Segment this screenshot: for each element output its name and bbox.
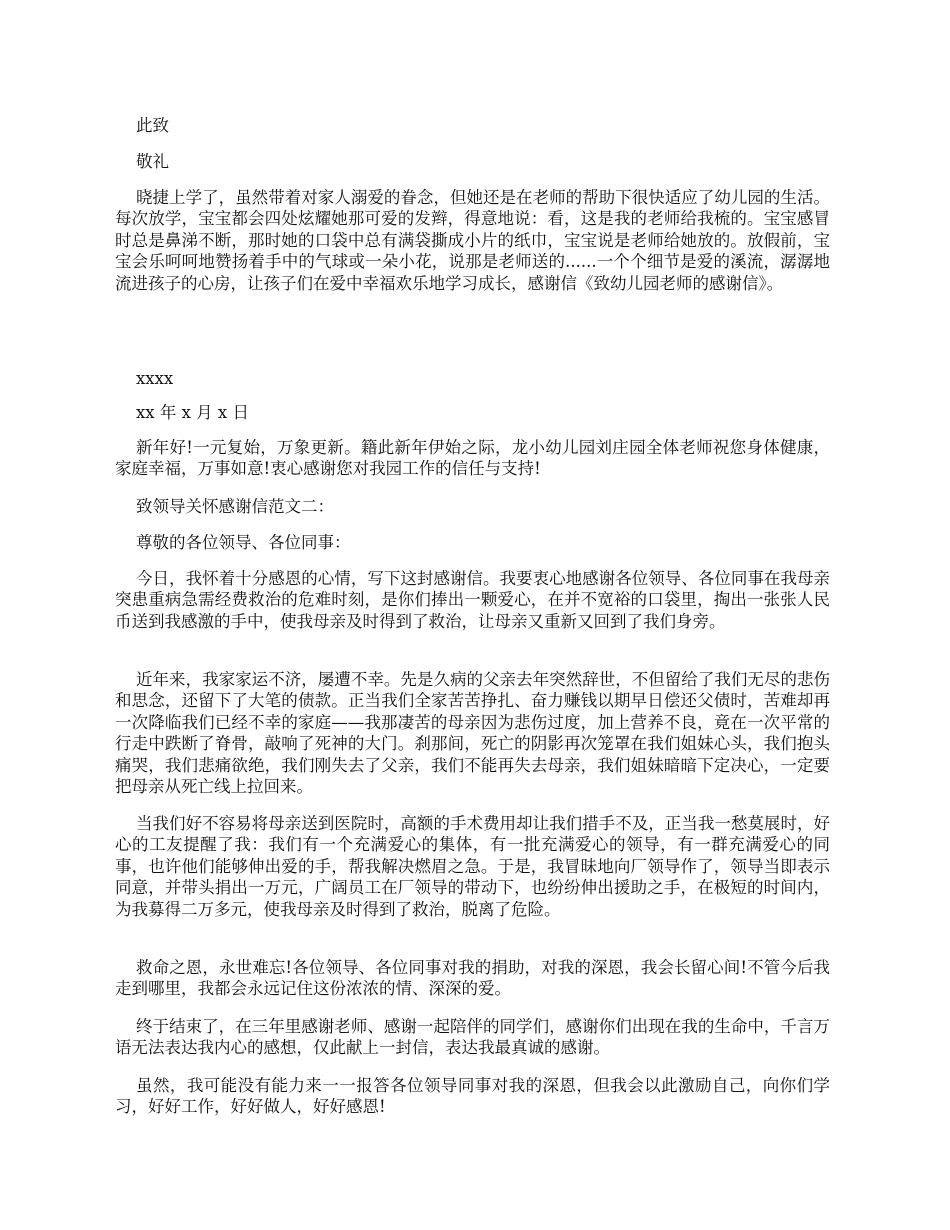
body-paragraph-gratitude: 今日，我怀着十分感恩的心情，写下这封感谢信。我要衷心地感谢各位领导、各位同事在我母亲突患重病急需经费救治的危难时刻，是你们捧出一颗爱心，在并不宽裕的口袋里，掏出一张张人民币送到我感激的手中，使我母亲及时得到了救治，让母亲又重新又回到了我们身旁。 bbox=[115, 569, 830, 631]
body-paragraph-family-hardship: 近年来，我家家运不济，屡遭不幸。先是久病的父亲去年突然辞世，不但留给了我们无尽的悲伤和思念，还留下了大笔的债款。正当我们全家苦苦挣扎、奋力赚钱以期早日偿还父债时，苦难却再一次降临我们已经不幸的家庭——我那凄苦的母亲因为悲伤过度，加上营养不良，竟在一次平常的行走中跌断了脊骨，敲响了死神的大门。刹那间，死亡的阴影再次笼罩在我们姐妹心头，我们抱头痛哭，我们悲痛欲绝，我们刚失去了父亲，我们不能再失去母亲，我们姐妹暗暗下定决心，一定要把母亲从死亡线上拉回来。 bbox=[115, 670, 830, 797]
section-heading: 致领导关怀感谢信范文二： bbox=[136, 497, 334, 516]
body-paragraph-new-year: 新年好!一元复始，万象更新。籍此新年伊始之际，龙小幼儿园刘庄园全体老师祝您身体健康，家庭幸福，万事如意!衷心感谢您对我园工作的信任与支持! bbox=[115, 438, 830, 479]
body-paragraph-hospital: 当我们好不容易将母亲送到医院时，高额的手术费用却让我们措手不及，正当我一愁莫展时，好心的工友提醒了我：我们有一个充满爱心的集体，有一批充满爱心的领导，有一群充满爱心的同事，也许他们能够伸出爱的手，帮我解决燃眉之急。于是，我冒昧地向厂领导作了，领导当即表示同意，并带头捐出一万元，广阔员工在厂领导的带动下，也纷纷伸出援助之手，在极短的时间内，为我募得二万多元，使我母亲及时得到了救治，脱离了危险。 bbox=[115, 814, 830, 919]
signature-name: xxxx bbox=[136, 369, 174, 388]
letter-greeting: 尊敬的各位领导、各位同事： bbox=[136, 533, 351, 552]
closing-salutation: 此致 bbox=[136, 116, 169, 135]
body-paragraph-remember: 救命之恩，永世难忘!各位领导、各位同事对我的捐助，对我的深恩，我会长留心间!不管今后我走到哪里，我都会永远记住这份浓浓的情、深深的爱。 bbox=[115, 958, 830, 999]
body-paragraph-kindergarten: 晓捷上学了，虽然带着对家人溺爱的眷念，但她还是在老师的帮助下很快适应了幼儿园的生活。每次放学，宝宝都会四处炫耀她那可爱的发辫，得意地说：看，这是我的老师给我梳的。宝宝感冒时总是鼻涕不断，那时她的口袋中总有满袋撕成小片的纸巾，宝宝说是老师给她放的。放假前，宝宝会乐呵呵地赞扬着手中的气球或一朵小花，说那是老师送的......一个个细节是爱的溪流，潺潺地流进孩子的心房，让孩子们在爱中幸福欢乐地学习成长，感谢信《致幼儿园老师的感谢信》。 bbox=[115, 188, 830, 293]
signature-date: xx 年 x 月 x 日 bbox=[136, 403, 249, 422]
body-paragraph-thanks-teachers: 终于结束了，在三年里感谢老师、感谢一起陪伴的同学们，感谢你们出现在我的生命中，千言万语无法表达我内心的感想，仅此献上一封信，表达我最真诚的感谢。 bbox=[115, 1017, 830, 1058]
body-paragraph-closing: 虽然，我可能没有能力来一一报答各位领导同事对我的深恩，但我会以此激励自己，向你们学习，好好工作，好好做人，好好感恩! bbox=[115, 1076, 830, 1117]
closing-regards: 敬礼 bbox=[136, 152, 169, 171]
